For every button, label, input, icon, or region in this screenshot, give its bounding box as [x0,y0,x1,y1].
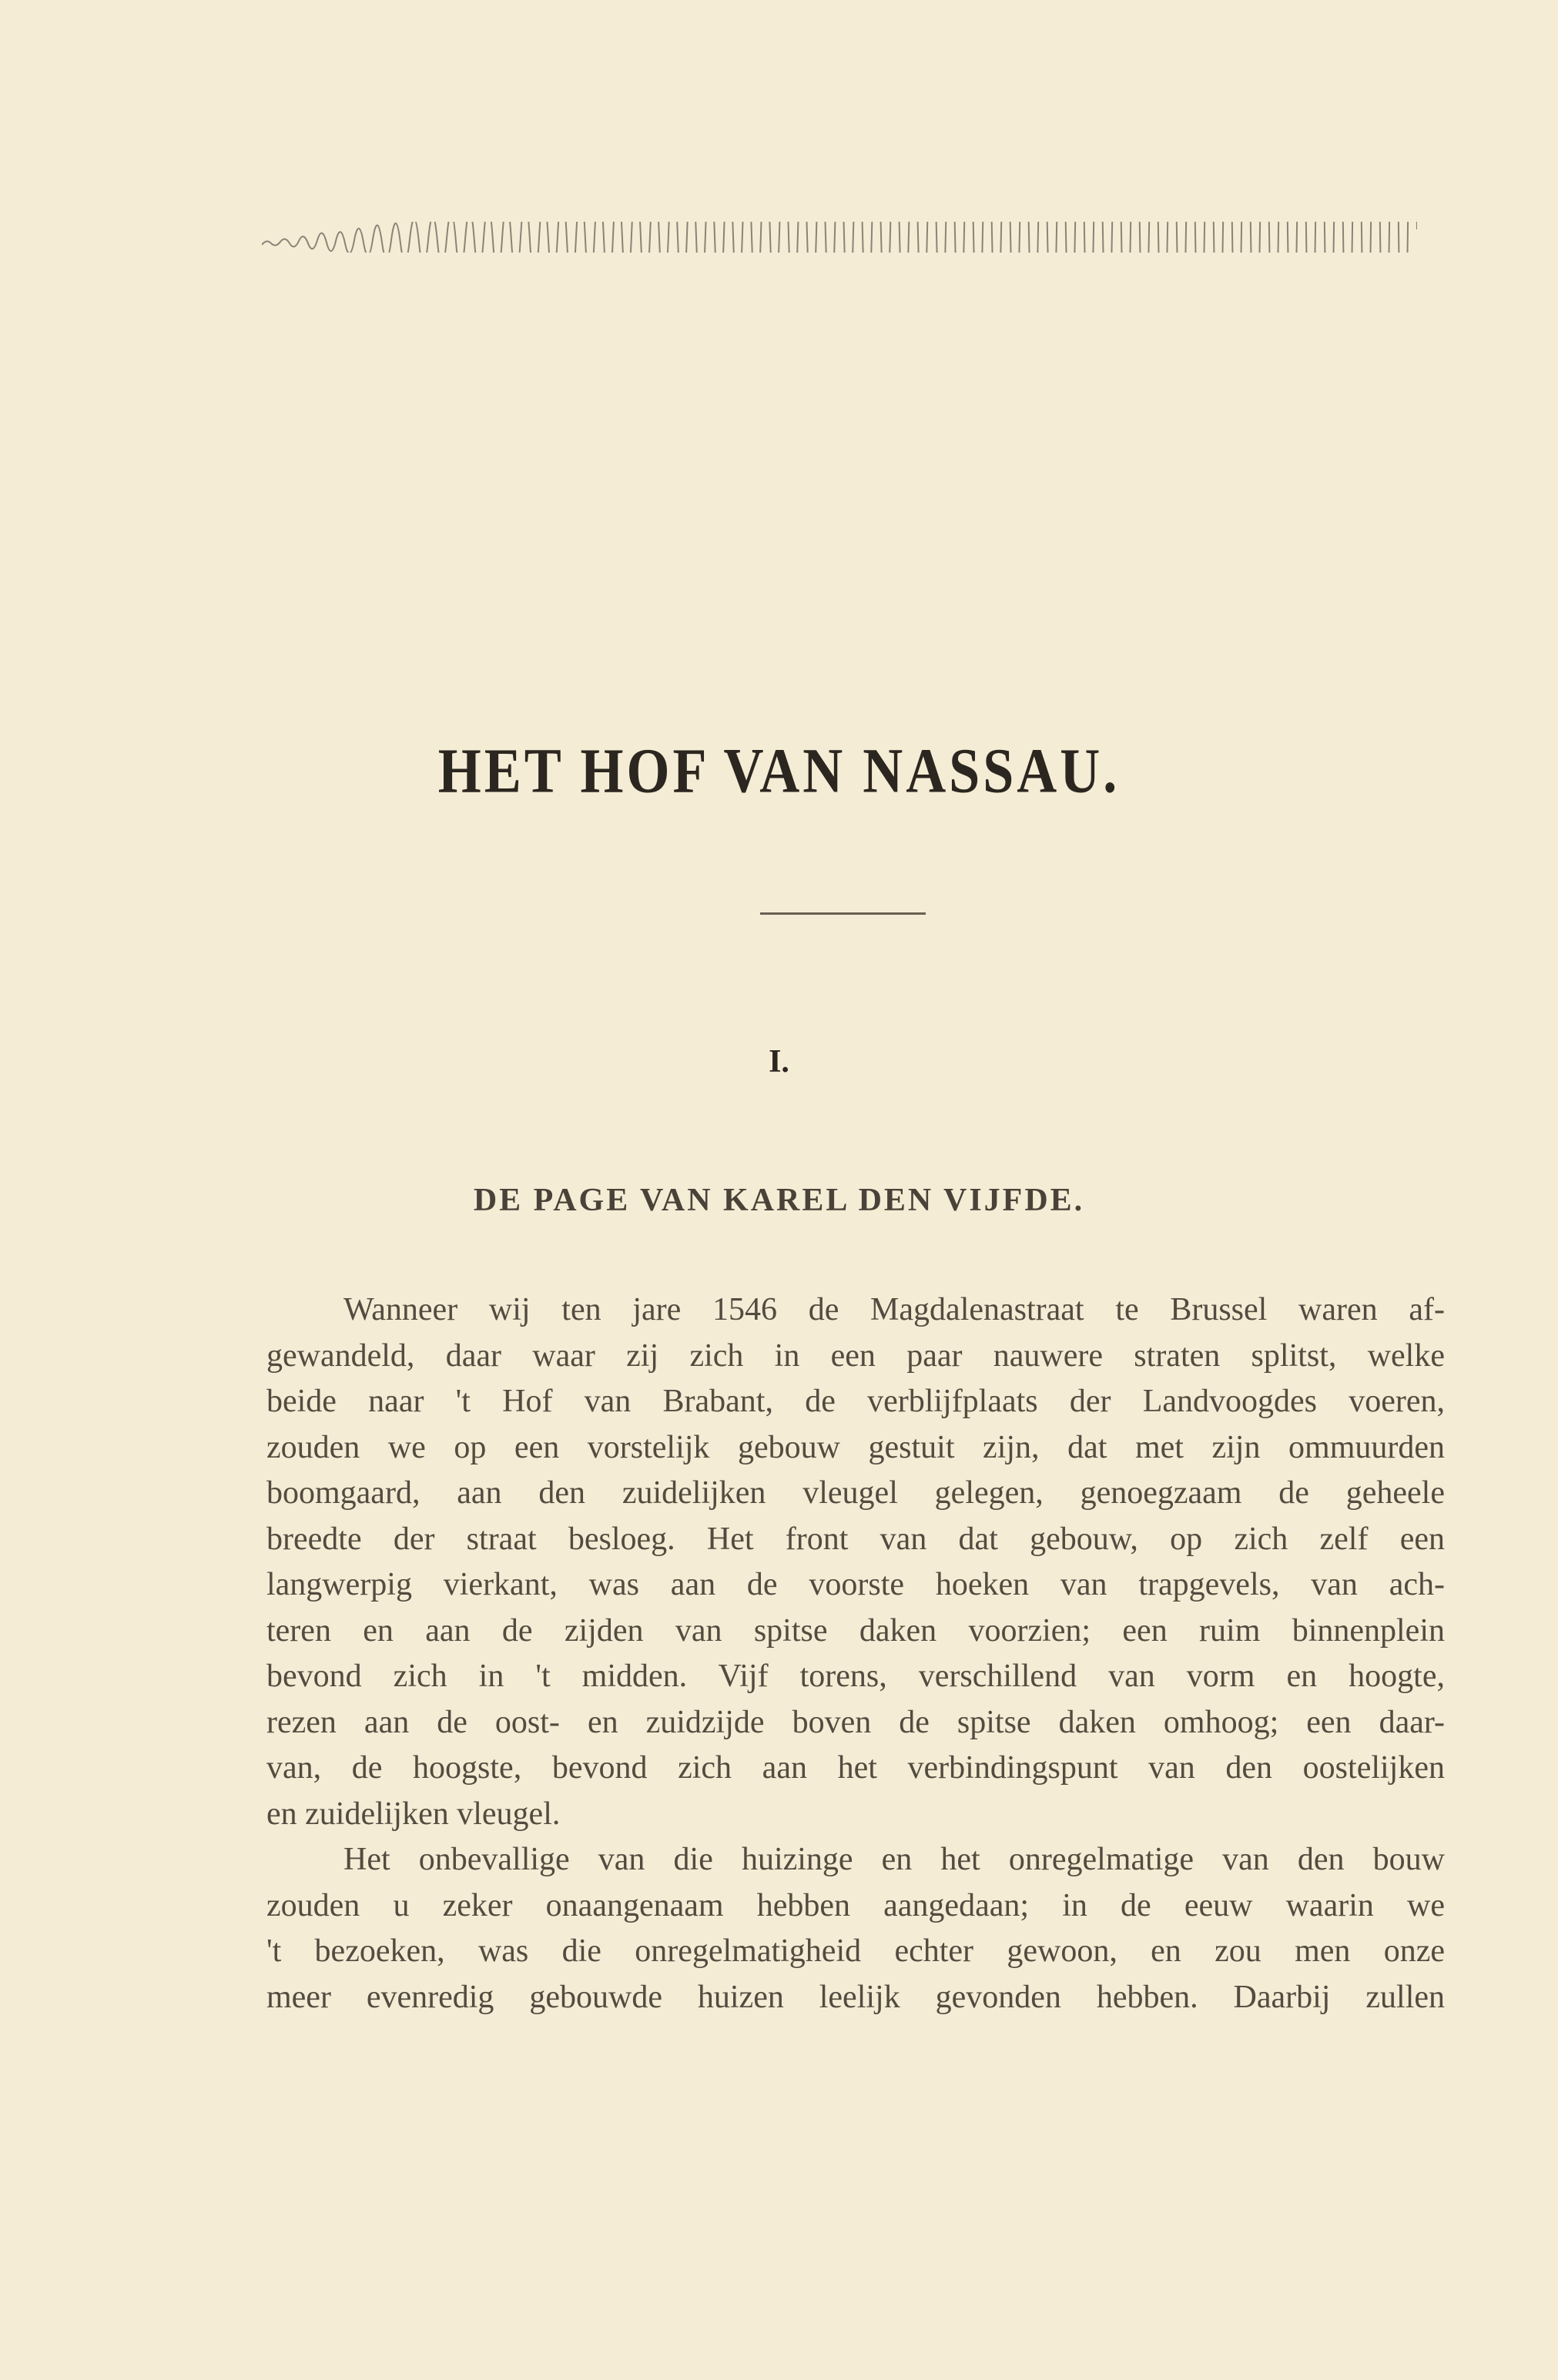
paragraph [266,1287,1445,1837]
text-line: gewandeld, daar waar zij zich in een paar nauwere straten splitst, welke [266,1337,1445,1374]
paragraph [266,1837,1445,2020]
chapter-number: I. [769,1044,789,1080]
body-text [266,1287,1445,2020]
text-line: zouden we op een vorstelijk gebouw gestuit zijn, dat met zijn ommuurden [266,1429,1445,1465]
text-line: Wanneer wij ten jare 1546 de Magdalenastraat te Brussel waren af- [343,1292,1445,1327]
text-line: 't bezoeken, was die onregelmatigheid echter gewoon, en zou men onze [266,1933,1445,1969]
page-title: HET HOF VAN NASSAU. [437,735,1121,806]
chapter-title: DE PAGE VAN KAREL DEN VIJFDE. [473,1183,1085,1218]
text-line: van, de hoogste, bevond zich aan het verbindingspunt van den oostelijken [266,1750,1445,1786]
text-line: en zuidelijken vleugel. [266,1796,561,1832]
text-line: teren en aan de zijden van spitse daken voorzien; een ruim binnenplein [266,1612,1445,1649]
text-line: beide naar 't Hof van Brabant, de verblijfplaats der Landvoogdes voeren, [266,1384,1445,1419]
text-line: bevond zich in 't midden. Vijf torens, verschillend van vorm en hoogte, [266,1659,1445,1694]
text-line: zouden u zeker onaangenaam hebben aangedaan; in de eeuw waarin we [266,1887,1445,1923]
text-line: Het onbevallige van die huizinge en het onregelmatige van den bouw [343,1842,1445,1877]
text-line: rezen aan de oost- en zuidzijde boven de spitse daken omhoog; een daar- [266,1704,1445,1740]
text-line: meer evenredig gebouwde huizen leelijk gevonden hebben. Daarbij zullen [266,1979,1445,2015]
text-line: boomgaard, aan den zuidelijken vleugel gelegen, genoegzaam de geheele [266,1475,1445,1511]
text-line: breedte der straat besloeg. Het front van dat gebouw, op zich zelf een [266,1521,1445,1557]
text-line: langwerpig vierkant, was aan de voorste hoeken van trapgevels, van ach- [266,1567,1445,1602]
decorative-ornament-border [262,222,1417,253]
title-divider [760,912,926,915]
